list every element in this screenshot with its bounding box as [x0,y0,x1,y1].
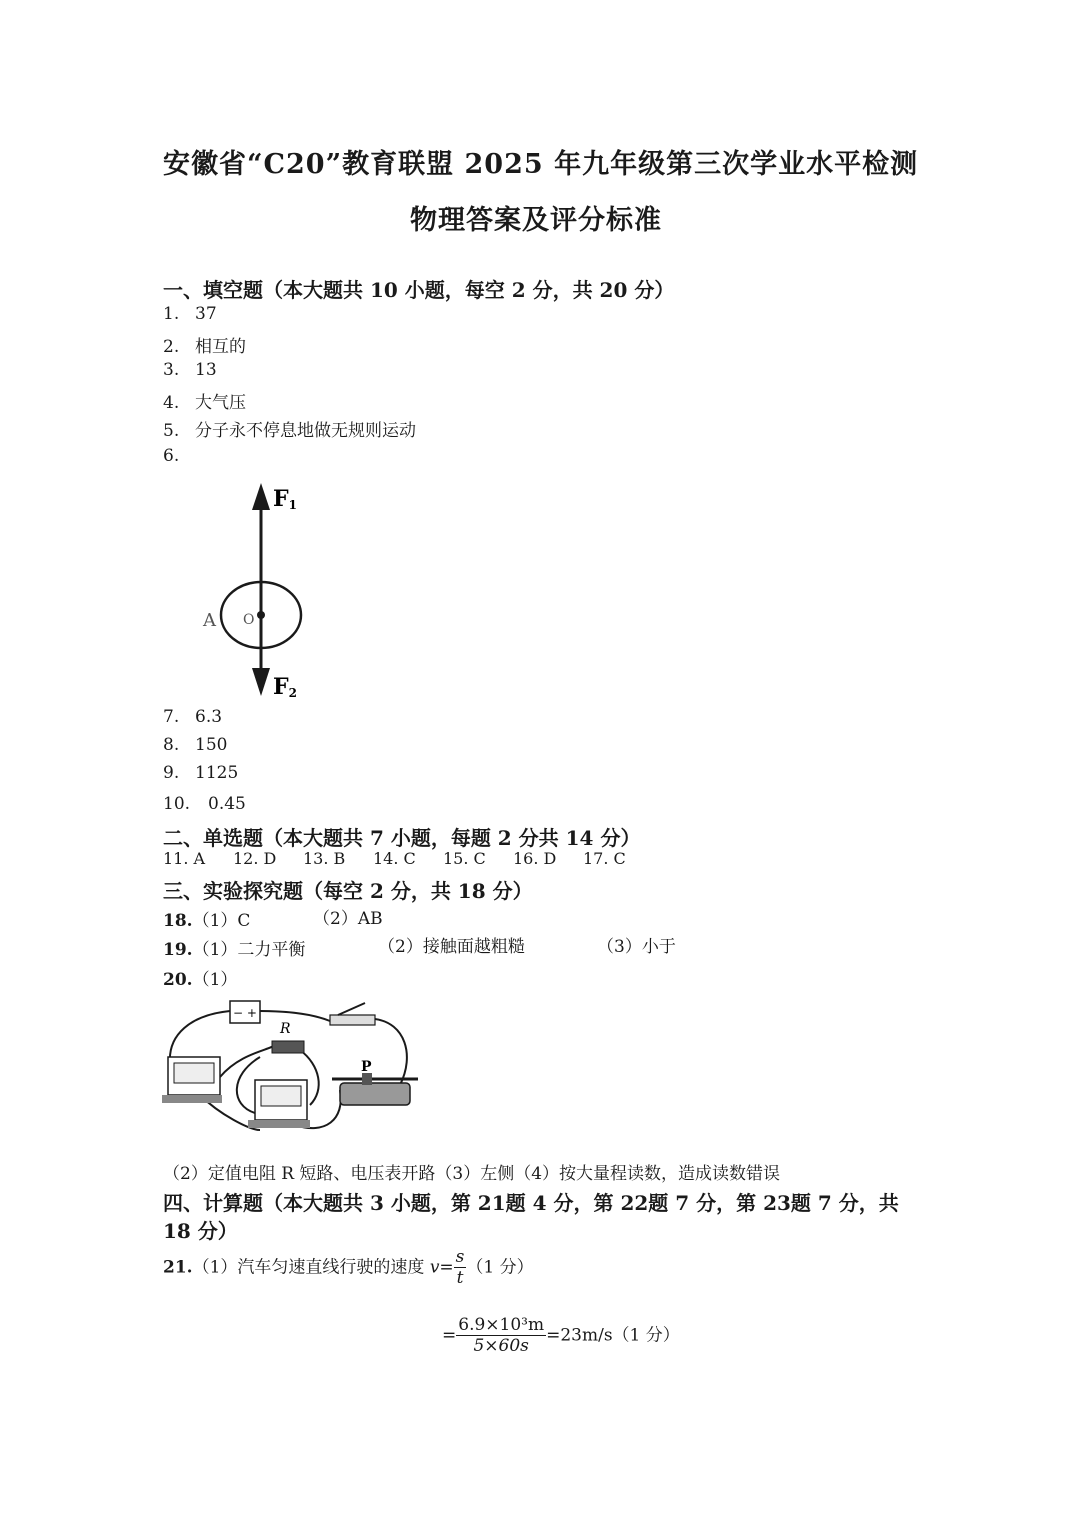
wire [220,1045,275,1077]
mc-answer: 16. D [513,849,557,868]
list-item: 9. 1125 [163,763,239,783]
force-diagram [195,478,325,703]
list-item: 10. 0.45 [163,794,246,814]
q19-part3: （3）小于 [597,937,676,957]
mc-answer: 13. B [303,849,346,868]
battery-label: − + [233,1006,257,1020]
list-item: 6. [163,446,180,466]
voltmeter-dial [261,1086,301,1106]
q20-rest: （2）定值电阻 R 短路、电压表开路（3）左侧（4）按大量程读数，造成读数错误 [163,1164,781,1184]
voltmeter-base [248,1120,310,1128]
section4-heading-cont: 18 分） [163,1219,238,1243]
list-item: 2. 相互的 [163,337,246,357]
label-a: A [203,610,216,631]
section1-heading: 一、填空题（本大题共 10 小题，每空 2 分，共 20 分） [163,278,675,302]
list-item: 3. 13 [163,360,217,380]
ammeter-dial [174,1063,214,1083]
q18: 18.（1）C [163,911,251,931]
page-title: 安徽省“C20”教育联盟 2025 年九年级第三次学业水平检测 [163,149,919,180]
f2-arrowhead [252,668,270,696]
ammeter-base [162,1095,222,1103]
fraction: $\frac{\text{6.9×10³m}}{5\times 60s}$ [458,1315,545,1356]
label-p: P [361,1059,372,1075]
page-subtitle: 物理答案及评分标准 [410,205,662,236]
mc-answer: 12. D [233,849,277,868]
q19: 19.（1）二力平衡 [163,940,306,960]
q18-part2: （2）AB [313,909,383,929]
list-item: 7. 6.3 [163,707,223,727]
rheostat [340,1083,410,1105]
label-f1: F1 [273,486,297,512]
label-o: O [243,612,255,628]
label-r: R [280,1021,291,1037]
fraction: $\frac{s}{t}$ [455,1247,465,1288]
resistor [272,1041,304,1053]
circuit-diagram [160,995,425,1140]
wire [260,1011,330,1021]
list-item: 8. 150 [163,735,228,755]
list-item: 5. 分子永不停息地做无规则运动 [163,421,416,441]
q19-part2: （2）接触面越粗糙 [378,937,525,957]
section3-heading: 三、实验探究题（每空 2 分，共 18 分） [163,879,533,903]
point-o [257,611,265,619]
list-item: 4. 大气压 [163,393,246,413]
label-f2: F2 [273,674,297,700]
wire [375,1019,407,1085]
mc-answer: 11. A [163,849,206,868]
switch [330,1015,375,1025]
switch-lever [338,1003,365,1015]
wire [170,1011,230,1063]
list-item: 1. 37 [163,304,217,324]
mc-answer: 14. C [373,849,416,868]
q20: 20.（1） [163,970,238,990]
mc-answer: 15. C [443,849,486,868]
q21: 21.（1）汽车匀速直线行驶的速度 v= $\frac{s}{t}$ （1 分） [163,1247,534,1288]
mc-answer: 17. C [583,849,626,868]
f1-arrowhead [252,483,270,510]
section4-heading: 四、计算题（本大题共 3 小题，第 21题 4 分，第 22题 7 分，第 23题 7 分，共 [163,1191,899,1215]
calculation: = $\frac{\text{6.9×10³m}}{5\times 60s}$ =23m/s（1 分） [442,1315,680,1356]
mc-answers [163,849,653,868]
section2-heading: 二、单选题（本大题共 7 小题，每题 2 分共 14 分） [163,826,641,850]
